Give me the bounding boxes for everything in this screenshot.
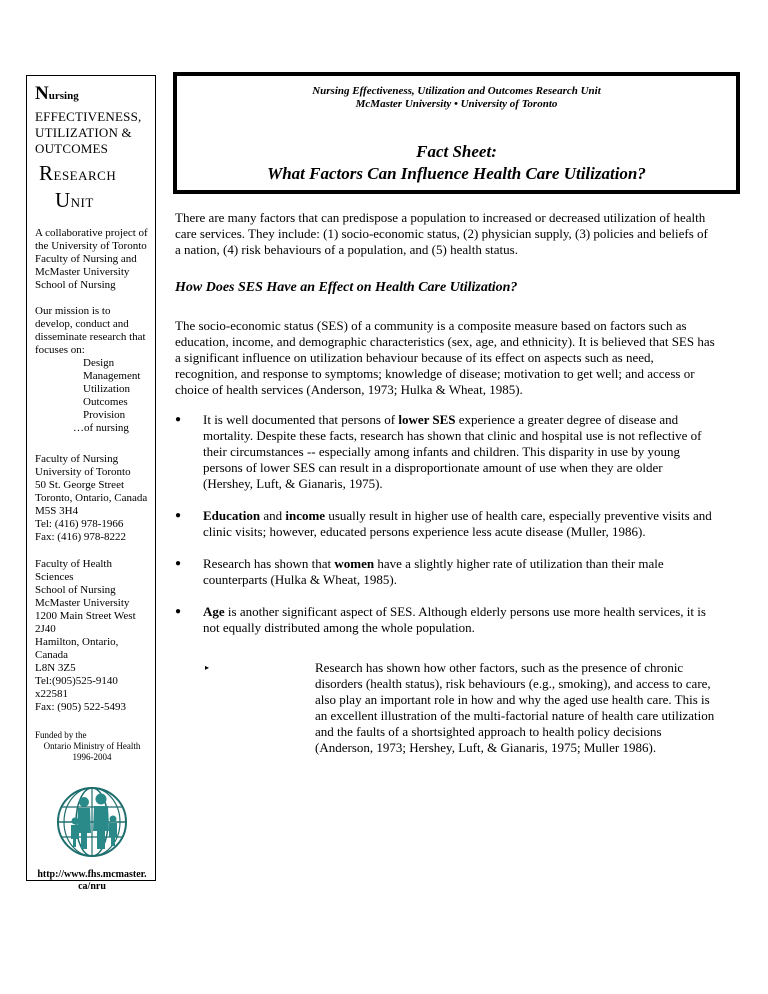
bullet-age: ● Age is another significant aspect of SES. Although elderly persons use more health services, it is not equally distributed among the whole population. [175, 604, 715, 636]
logo-unit: UNIT [55, 188, 94, 212]
logo-nursing: Nursing [35, 83, 79, 104]
collaboration-text: A collaborative project of the University of Toronto Faculty of Nursing and McMaster University School of Nursing [35, 227, 148, 291]
logo-subtitle: EFFECTIVENESS, UTILIZATION & OUTCOMES [35, 109, 142, 156]
website-url[interactable]: http://www.fhs.mcmaster. ca/nru [37, 869, 147, 892]
focus-item: Management [83, 370, 141, 382]
bullet-list [175, 412, 715, 636]
focus-item: Design [83, 357, 115, 369]
sub-bullet-marker-icon: ▸ [205, 663, 210, 672]
funding-note: Funded by the Ontario Ministry of Health 1996-2004 [35, 730, 141, 762]
mcmaster-address: Faculty of Health Sciences School of Nursing McMaster University 1200 Main Street West 2J40 Hamilton, Ontario, Canada L8N 3Z5 Tel:(905)525-9140 x22581 Fax: (905) 522-5493 [35, 558, 136, 713]
mission-text: Our mission is to develop, conduct and disseminate research that focuses on: [35, 305, 146, 356]
toronto-address: Faculty of Nursing University of Toronto 50 St. George Street Toronto, Ontario, Canada M5S 3H4 Tel: (416) 978-1966 Fax: (416) 978-8222 [35, 453, 148, 543]
focus-item: Utilization [83, 383, 131, 395]
bullet-education-income: ● Education and income usually result in higher use of health care, especially preventive visits and clinic visits; however, educated persons experience less acute disease (Muller, 1986). [175, 508, 715, 540]
bullet-women: ● Research has shown that women have a slightly higher rate of utilization than their male counterparts (Hulka & Wheat, 1985). [175, 556, 715, 588]
intro-paragraph: There are many factors that can predispose a population to increased or decreased utilization of health care services. They include: (1) socio-economic status, (2) physician supply, (3) policies and beliefs of a nation, (4) risk behaviours of a population, and (5) health status. [175, 210, 708, 257]
organization-name: Nursing Effectiveness, Utilization and Outcomes Research Unit McMaster University • University of Toronto [312, 85, 601, 110]
header-box [173, 72, 740, 194]
logo-research: RESEARCH [39, 161, 117, 185]
main-content [175, 210, 715, 756]
focus-list [35, 357, 149, 435]
focus-item: …of nursing [73, 422, 129, 434]
focus-item: Provision [83, 409, 126, 421]
sidebar [26, 75, 156, 892]
globe-family-logo-icon [55, 785, 129, 859]
bullet-lower-ses: ● It is well documented that persons of lower SES experience a greater degree of disease and mortality. Despite these facts, research has shown that clinic and hospital use is not reflective of their circumstances -- especially among infants and children. This disparity in use by young persons of lower SES can result in a disproportionate amount of use when they are older (Hershey, Luft, & Gianaris, 1975). [175, 412, 715, 492]
ses-paragraph: The socio-economic status (SES) of a community is a composite measure based on factors such as education, income, and demographic characteristics (sex, age, and ethnicity). It is believed that SES has a significant influence on utilization behaviour because of its effect on aspects such as need, recognition, and response to symptoms; knowledge of disease; motivation to get well; and access or choice of health services (Anderson, 1973; Hulka & Wheat, 1985). [175, 318, 715, 397]
page-title: Fact Sheet: What Factors Can Influence Health Care Utilization? [267, 142, 646, 183]
sub-bullet: ▸ Research has shown how other factors, such as the presence of chronic disorders (health status), risk behaviours (e.g., smoking), and access to care, also play an important role in how and why the aged use health care. This is an excellent illustration of the multi-factorial nature of health care utilization and the faults of a shortsighted approach to health policy decisions (Anderson, 1973; Hershey, Luft, & Gianaris, 1975; Muller 1986). [205, 660, 715, 755]
focus-item: Outcomes [83, 396, 128, 408]
section-heading: How Does SES Have an Effect on Health Care Utilization? [175, 280, 518, 295]
